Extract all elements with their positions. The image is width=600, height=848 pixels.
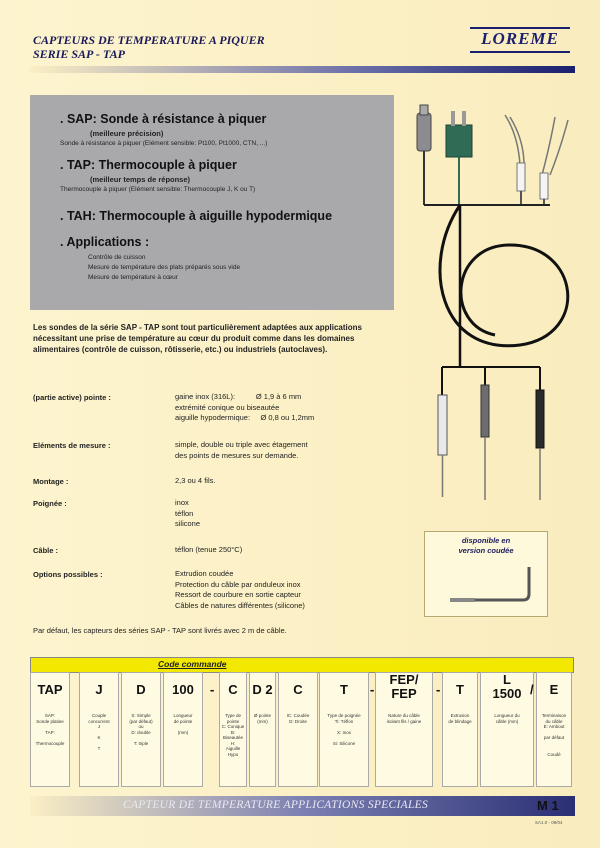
applications-title: . Applications :: [60, 235, 150, 249]
tah-title: . TAH: Thermocouple à aiguille hypodermique: [60, 209, 333, 223]
order-code-table: [30, 672, 572, 789]
order-code-description: IC: Coudée D: Droite: [286, 713, 310, 724]
bent-version-label: [425, 536, 547, 556]
tap-detail: Thermocouple à piquer (Elément sensible: Thermocouple J, K ou T): [60, 186, 256, 193]
sap-title: . SAP: Sonde à résistance à piquer: [60, 112, 267, 126]
spec-line: Câbles de natures différentes (silicone): [175, 600, 305, 610]
pointe-label: (partie active) pointe :: [33, 393, 111, 402]
bent-version-box: [424, 531, 548, 617]
order-code-value: L 1500: [492, 672, 522, 701]
order-code-value: J: [95, 682, 103, 697]
order-code-value: C: [228, 682, 238, 697]
cable-value: téflon (tenue 250°C): [175, 545, 243, 554]
order-code-cell: [163, 672, 203, 787]
tap-subtitle: (meilleur temps de réponse): [90, 175, 191, 184]
order-code-separator: /: [530, 682, 534, 697]
probe-illustration: [400, 95, 590, 520]
order-code-separator: -: [210, 682, 215, 697]
montage-label: Montage :: [33, 477, 69, 486]
order-code-value: FEP/ FEP: [389, 672, 419, 701]
pointe-values: [175, 392, 314, 424]
application-item: Contrôle de cuisson: [88, 254, 146, 261]
order-code-value: D 2: [252, 682, 273, 697]
order-code-description: S: Simple (par défaut) ou D: double T: triple: [129, 713, 153, 746]
order-code-value: T: [456, 682, 464, 697]
order-code-title: Code commande: [158, 659, 227, 669]
application-item: Mesure de température à cœur: [88, 274, 178, 281]
order-code-value: C: [293, 682, 303, 697]
elements-values: [175, 440, 308, 461]
order-code-cell: [442, 672, 478, 787]
order-code-description: Terminaison du câble E: Ambout par défaut Coudé: [541, 713, 567, 757]
footer-title: CAPTEUR DE TEMPERATURE APPLICATIONS SPECIALES: [123, 799, 429, 811]
order-code-cell: [278, 672, 318, 787]
order-code-description: Nature du câble isolant fils / gaine: [386, 713, 422, 724]
order-code-separator: -: [436, 682, 441, 697]
order-code-cell: [219, 672, 247, 787]
sap-subtitle: (meilleure précision): [90, 129, 164, 138]
order-code-cell: [121, 672, 161, 787]
default-cable-note: Par défaut, les capteurs des séries SAP - TAP sont livrés avec 2 m de câble.: [33, 626, 287, 635]
title-line-2: SERIE SAP - TAP: [33, 47, 125, 61]
order-code-value: D: [136, 682, 146, 697]
spec-line: des points de mesures sur demande.: [175, 450, 299, 460]
order-code-cell: [79, 672, 119, 787]
application-item: Mesure de température des plats préparés sous vide: [88, 264, 241, 271]
order-code-cell: [30, 672, 70, 787]
order-code-value: E: [549, 682, 559, 697]
spec-line: gaine inox (316L): Ø 1,9 à 6 mm: [175, 392, 302, 401]
title-line-1: CAPTEURS DE TEMPERATURE A PIQUER: [33, 33, 265, 47]
header-gradient-bar: [30, 66, 575, 73]
options-label: Options possibles :: [33, 570, 103, 579]
page-code: M 1: [537, 798, 559, 813]
document-title: [33, 33, 265, 61]
order-code-value: TAP: [37, 682, 63, 697]
spec-line: silicone: [175, 519, 201, 528]
order-code-separator: -: [370, 682, 375, 697]
poignee-label: Poignée :: [33, 499, 67, 508]
order-code-cell: [249, 672, 276, 787]
spec-line: aiguille hypodermique: Ø 0,8 ou 1,2mm: [175, 413, 315, 422]
spec-line: simple, double ou triple avec étagement: [175, 440, 308, 449]
order-code-cell: [319, 672, 369, 787]
loreme-logo: LOREME: [470, 27, 570, 53]
order-code-description: Longueur du câble (mm): [494, 713, 520, 724]
bent-probe-icon: [445, 562, 535, 607]
bent-label-line: disponible en: [461, 536, 511, 545]
order-code-description: Longueur de pointe (mm): [173, 713, 193, 735]
spec-line: Extrudion coudée: [175, 569, 234, 578]
order-code-value: 100: [172, 682, 194, 697]
spec-line: Protection du câble par onduleux inox: [175, 579, 301, 589]
order-code-description: Extrusion de blindage: [448, 713, 472, 724]
spec-line: inox: [175, 498, 189, 507]
order-code-header: [30, 657, 574, 673]
montage-value: 2,3 ou 4 fils.: [175, 476, 216, 485]
poignee-values: [175, 498, 200, 530]
order-code-description: SAP: Sonde platine TAP: Thermocouple: [35, 713, 65, 746]
elements-label: Eléments de mesure :: [33, 441, 111, 450]
sap-detail: Sonde à résistance à piquer (Elément sensible: Pt100, Pt1000, CTN, ...): [60, 140, 268, 147]
spec-line: téflon: [175, 508, 194, 518]
order-code-cell: [536, 672, 572, 787]
order-code-description: Type de pointe C: Conique B: Biseautée H: Aiguille Hypo: [221, 713, 245, 757]
cable-label: Câble :: [33, 546, 59, 555]
order-code-description: Couple concurrent J K T: [88, 713, 110, 751]
document-reference: SA1.0 - 09/04: [535, 820, 563, 825]
order-code-description: Ø pointe (mm): [253, 713, 271, 724]
order-code-cell: [480, 672, 534, 787]
spec-line: extrémité conique ou biseautée: [175, 402, 280, 412]
order-code-value: T: [340, 682, 348, 697]
order-code-cell: [375, 672, 433, 787]
options-values: [175, 569, 305, 611]
tap-title: . TAP: Thermocouple à piquer: [60, 158, 237, 172]
intro-paragraph: Les sondes de la série SAP - TAP sont tout particulièrement adaptées aux applications nécessitant une prise de température au cœur du produit comme dans les domaines alimentaires (contrôle de cuisson, rôtisserie, etc.) ou industriels (autoclaves).: [33, 323, 362, 354]
bent-label-line: version coudée: [458, 546, 514, 555]
order-code-description: Type de poignée Ti: Téflon X: Inox Si: Silicone: [327, 713, 361, 746]
spec-line: Ressort de courbure en sortie capteur: [175, 590, 301, 599]
summary-panel: [30, 95, 394, 310]
